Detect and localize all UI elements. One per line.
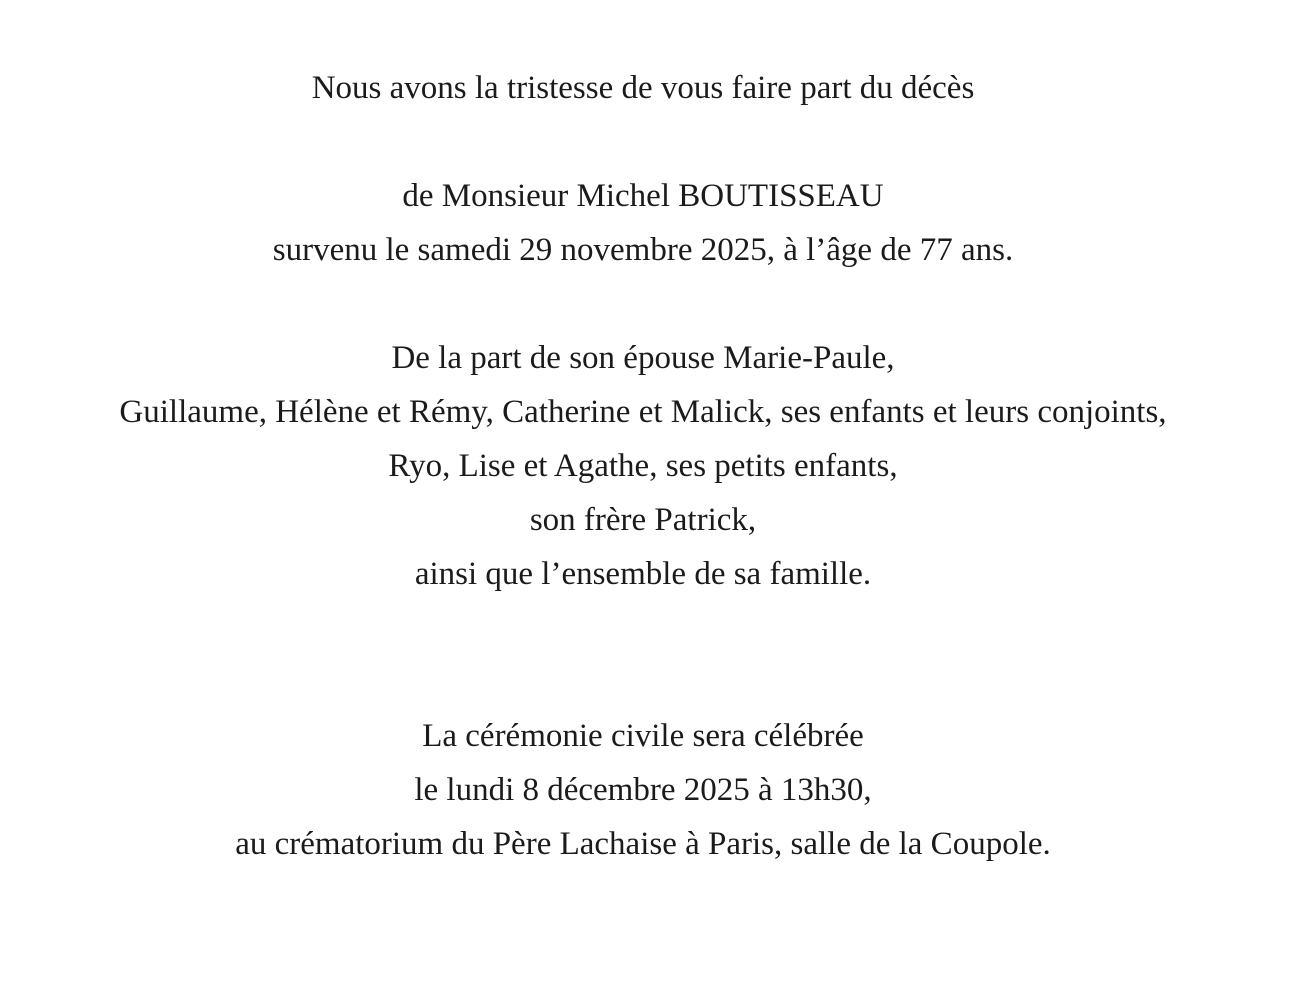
family-grandchildren: Ryo, Lise et Agathe, ses petits enfants,: [388, 448, 898, 484]
family-brother: son frère Patrick,: [529, 502, 757, 538]
ceremony-intro: La cérémonie civile sera célébrée: [422, 718, 864, 754]
family-spouse: De la part de son épouse Marie-Paule,: [391, 340, 895, 376]
deceased-name: de Monsieur Michel BOUTISSEAU: [402, 178, 884, 214]
ceremony-datetime: le lundi 8 décembre 2025 à 13h30,: [414, 772, 872, 808]
family-children: Guillaume, Hélène et Rémy, Catherine et Malick, ses enfants et leurs conjoints,: [119, 394, 1167, 430]
announcement-intro: Nous avons la tristesse de vous faire part du décès: [311, 70, 975, 106]
death-date: survenu le samedi 29 novembre 2025, à l’âge de 77 ans.: [272, 232, 1014, 268]
family-extended: ainsi que l’ensemble de sa famille.: [414, 556, 872, 592]
ceremony-location: au crématorium du Père Lachaise à Paris, salle de la Coupole.: [235, 826, 1051, 862]
